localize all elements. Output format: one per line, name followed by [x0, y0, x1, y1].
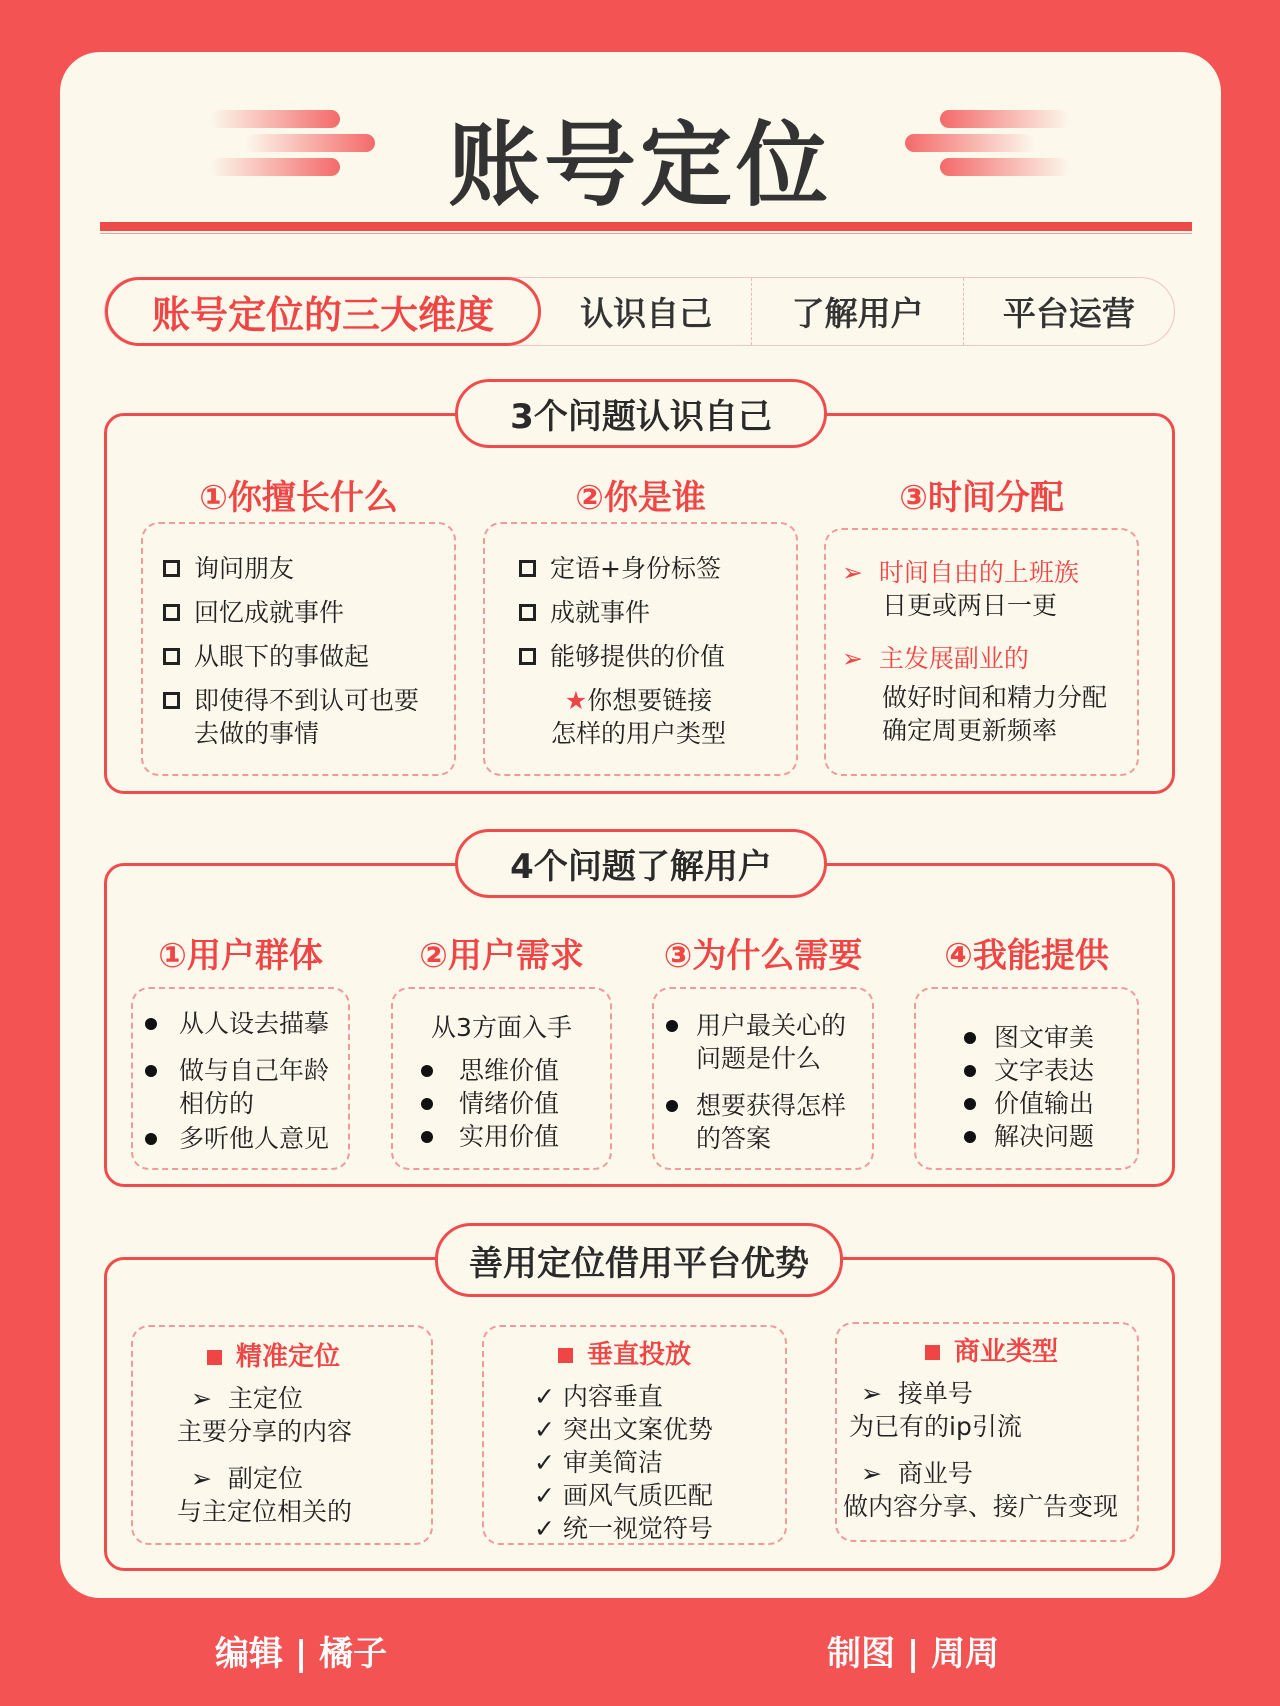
checkbox-icon: [519, 604, 536, 621]
checkbox-icon: [163, 648, 180, 665]
list-item: 审美简洁: [562, 1448, 663, 1477]
column-heading: ③为什么需要: [663, 936, 863, 976]
square-icon: [925, 1345, 940, 1360]
column-heading: ①用户群体: [158, 936, 323, 976]
group-label: 时间自由的上班族: [878, 558, 1079, 587]
box-who-are-you: [483, 522, 798, 776]
list-item: 突出文案优势: [562, 1415, 713, 1444]
box-heading: 精准定位: [236, 1342, 341, 1372]
checkbox-icon: [519, 648, 536, 665]
bullet-icon: [421, 1065, 433, 1077]
section-title: 善用定位借用平台优势: [435, 1223, 843, 1297]
column-heading: ②用户需求: [419, 936, 584, 976]
group-desc: 主要分享的内容: [177, 1417, 353, 1446]
group-line: 确定周更新频率: [882, 716, 1058, 745]
list-item: 多听他人意见: [179, 1124, 330, 1153]
bullet-icon: [666, 1100, 678, 1112]
list-item: 从眼下的事做起: [194, 642, 370, 671]
box-business-type: [835, 1322, 1139, 1542]
arrow-icon: ➢: [191, 1384, 212, 1413]
section-title: 3个问题认识自己: [455, 379, 827, 448]
bullet-icon: [145, 1018, 157, 1030]
box-what-i-offer: [914, 987, 1139, 1170]
list-item: 文字表达: [994, 1056, 1095, 1085]
dimensions-label: 账号定位的三大维度: [105, 277, 541, 346]
intro-text: 从3方面入手: [431, 1013, 572, 1042]
arrow-icon: ➢: [861, 1459, 882, 1488]
arrow-icon: ➢: [861, 1379, 882, 1408]
list-item: 成就事件: [550, 598, 651, 627]
box-user-needs: [391, 987, 612, 1170]
bullet-icon: [964, 1131, 976, 1143]
column-heading: ③时间分配: [899, 478, 1064, 518]
bullet-icon: [145, 1133, 157, 1145]
column-heading: ①你擅长什么: [199, 478, 398, 518]
group-desc: 与主定位相关的: [177, 1497, 353, 1526]
check-icon: ✓: [534, 1415, 555, 1444]
star-icon: ★: [564, 686, 588, 715]
checkbox-icon: [163, 560, 180, 577]
arrow-icon: ➢: [842, 644, 863, 673]
divider: [100, 222, 1192, 231]
arrow-icon: ➢: [191, 1464, 212, 1493]
list-item: 做与自己年龄相仿的: [179, 1056, 330, 1118]
editor-credit: 编辑 | 橘子: [215, 1634, 388, 1674]
check-icon: ✓: [534, 1448, 555, 1477]
list-item: 定语+身份标签: [550, 554, 721, 583]
list-item: 图文审美: [994, 1023, 1095, 1052]
group-label: 主发展副业的: [878, 644, 1029, 673]
group-label: 主定位: [227, 1384, 303, 1413]
box-heading: 垂直投放: [587, 1340, 692, 1370]
box-time: [824, 528, 1139, 776]
list-item: 思维价值: [459, 1056, 560, 1085]
group-line: 做好时间和精力分配: [882, 683, 1108, 712]
bullet-icon: [964, 1032, 976, 1044]
bullet-icon: [964, 1098, 976, 1110]
square-icon: [207, 1350, 222, 1365]
group-desc: 做内容分享、接广告变现: [843, 1492, 1119, 1521]
bullet-icon: [421, 1131, 433, 1143]
check-icon: ✓: [534, 1382, 555, 1411]
list-item: 解决问题: [994, 1122, 1095, 1151]
list-item: 价值输出: [994, 1089, 1095, 1118]
checkbox-icon: [163, 692, 180, 709]
note-text: 怎样的用户类型: [550, 719, 726, 748]
square-icon: [558, 1348, 573, 1363]
list-item: 回忆成就事件: [194, 598, 345, 627]
dimension-item: 认识自己: [541, 278, 752, 345]
designer-credit: 制图 | 周周: [827, 1634, 1000, 1674]
divider-thin: [100, 233, 1192, 234]
group-label: 副定位: [227, 1464, 303, 1493]
dimensions-bar: [104, 277, 1175, 346]
list-item: 画风气质匹配: [562, 1481, 713, 1510]
box-user-group: [131, 987, 350, 1170]
dimension-item: 平台运营: [1002, 294, 1135, 333]
note-text: 你想要链接: [587, 686, 713, 715]
list-item: 情绪价值: [459, 1089, 560, 1118]
bullet-icon: [964, 1065, 976, 1077]
group-line: 日更或两日一更: [882, 591, 1058, 620]
box-vertical-delivery: [482, 1325, 787, 1545]
dimension-item: 了解用户: [752, 278, 963, 345]
box-heading: 商业类型: [954, 1337, 1059, 1367]
check-icon: ✓: [534, 1514, 555, 1543]
checkbox-icon: [519, 560, 536, 577]
group-label: 接单号: [897, 1379, 973, 1408]
page-title: 账号定位: [447, 112, 832, 219]
column-heading: ②你是谁: [575, 478, 706, 518]
list-item: 统一视觉符号: [562, 1514, 713, 1543]
list-item: 想要获得怎样的答案: [696, 1091, 847, 1153]
section-title: 4个问题了解用户: [455, 829, 827, 898]
group-label: 商业号: [897, 1459, 973, 1488]
arrow-icon: ➢: [842, 558, 863, 587]
list-item: 实用价值: [459, 1122, 560, 1151]
box-strengths: [141, 522, 456, 776]
bullet-icon: [421, 1098, 433, 1110]
box-why-need: [652, 987, 874, 1170]
list-item: 能够提供的价值: [550, 642, 726, 671]
list-item: 询问朋友: [194, 554, 295, 583]
bullet-icon: [145, 1065, 157, 1077]
bullet-icon: [666, 1020, 678, 1032]
box-precise-positioning: [131, 1325, 433, 1545]
list-item: 用户最关心的问题是什么: [696, 1011, 847, 1073]
list-item: 内容垂直: [562, 1382, 663, 1411]
list-item: 即使得不到认可也要去做的事情: [194, 686, 420, 748]
group-desc: 为已有的ip引流: [849, 1412, 1022, 1441]
list-item: 从人设去描摹: [179, 1009, 330, 1038]
check-icon: ✓: [534, 1481, 555, 1510]
checkbox-icon: [163, 604, 180, 621]
column-heading: ④我能提供: [944, 936, 1109, 976]
